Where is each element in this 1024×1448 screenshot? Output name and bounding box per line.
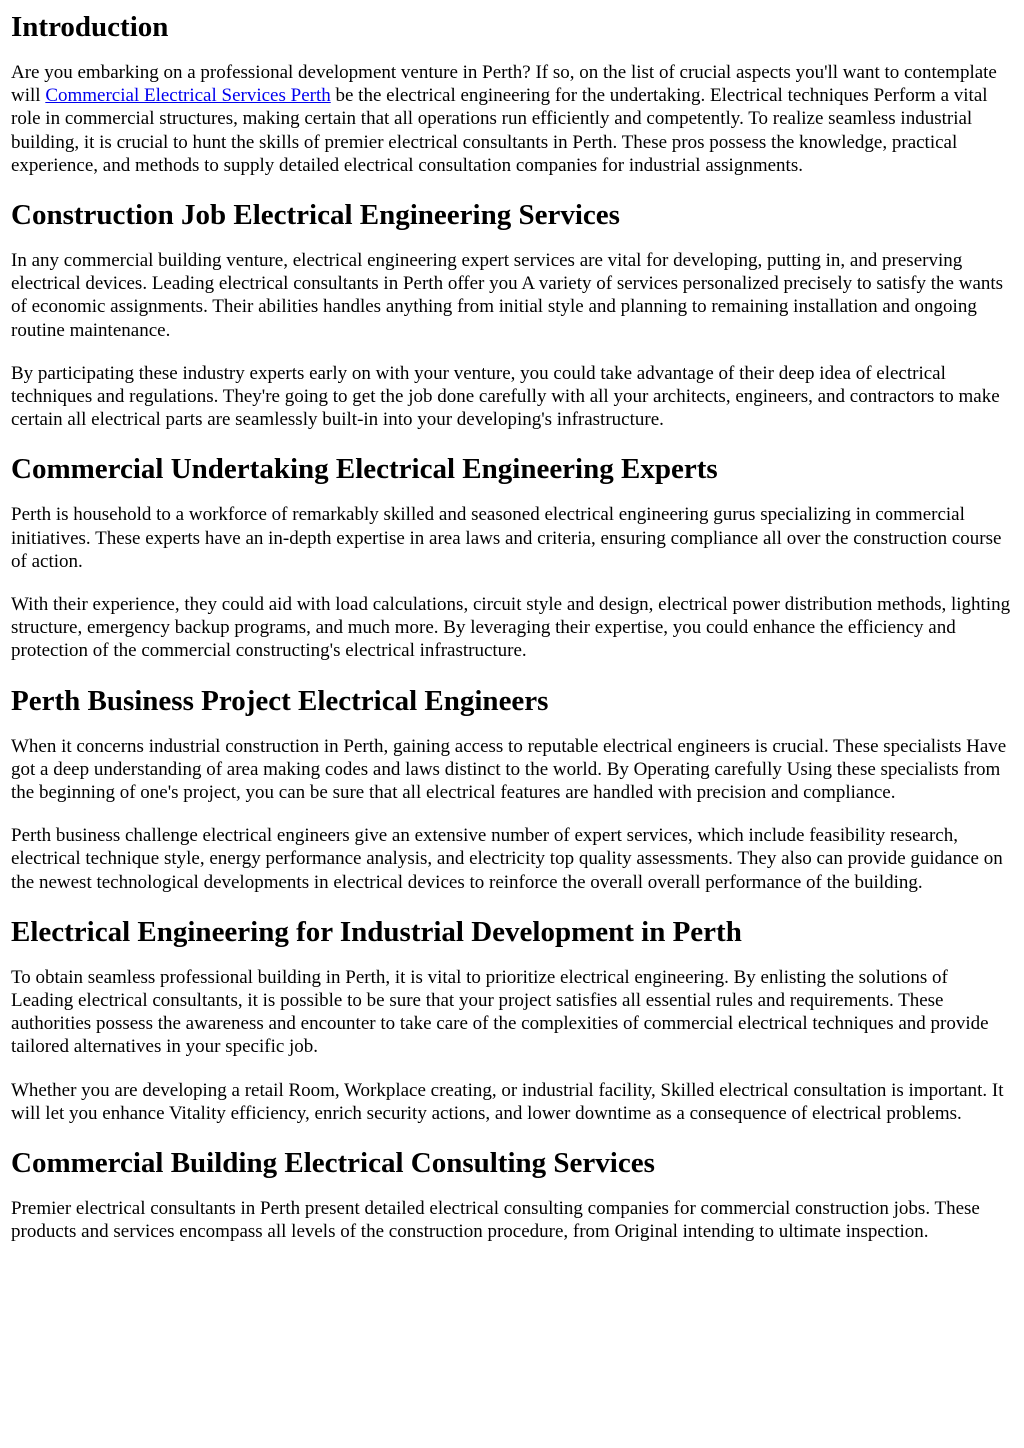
paragraph: Perth is household to a workforce of remarkably skilled and seasoned electrical engineering gurus specializing in commercial initiatives. These experts have an in-depth expertise in area laws and criteria, ensuring compliance all over the construction course of action. (11, 504, 1002, 572)
commercial-electrical-services-link[interactable]: Commercial Electrical Services Perth (45, 85, 331, 107)
paragraph-text: be the electrical engineering for the undertaking. Electrical techniques Perform a vital role in commercial structures, making certain that all operations run efficiently and competently. To realize seamless industrial building, it is crucial to hunt the skills of premier electrical consultants in Perth. These pros possess the knowledge, practical experience, and methods to supply detailed electrical consultation companies for industrial assignments. (11, 85, 988, 176)
section-heading: Commercial Undertaking Electrical Engineering Experts (11, 453, 718, 486)
paragraph: By participating these industry experts early on with your venture, you could take advantage of their deep idea of electrical techniques and regulations. They're going to get the job done carefully with all your architects, engineers, and contractors to make certain all electrical parts are seamlessly built-in into your developing's infrastructure. (11, 362, 1000, 431)
paragraph: Whether you are developing a retail Room, Workplace creating, or industrial facility, Skilled electrical consultation is important. It will let you enhance Vitality efficiency, enrich security actions, and lower downtime as a consequence of electrical problems. (11, 1079, 1004, 1124)
paragraph: Perth business challenge electrical engineers give an extensive number of expert services, which include feasibility research, electrical technique style, energy performance analysis, and electricity top quality assessments. They also can provide guidance on the newest technological developments in electrical devices to reinforce the overall overall performance of the building. (11, 825, 1003, 893)
section-heading: Perth Business Project Electrical Engineers (11, 684, 549, 717)
section-heading: Construction Job Electrical Engineering Services (11, 199, 620, 232)
paragraph (11, 61, 1013, 177)
paragraph: In any commercial building venture, electrical engineering expert services are vital for developing, putting in, and preserving electrical devices. Leading electrical consultants in Perth offer you A variety of services personalized precisely to satisfy the wants of economic assignments. Their abilities handles anything from initial style and planning to remaining installation and ongoing routine maintenance. (11, 250, 1004, 341)
section-heading: Electrical Engineering for Industrial Development in Perth (11, 915, 742, 948)
paragraph: To obtain seamless professional building in Perth, it is vital to prioritize electrical engineering. By enlisting the solutions of Leading electrical consultants, it is possible to be sure that your project satisfies all essential rules and requirements. These authorities possess the awareness and encounter to take care of the complexities of commercial electrical techniques and provide tailored alternatives in your specific job. (11, 966, 989, 1058)
section-heading: Introduction (11, 11, 169, 43)
paragraph: Premier electrical consultants in Perth present detailed electrical consulting companies for commercial construction jobs. These products and services encompass all levels of the construction procedure, from Original intending to ultimate inspection. (11, 1198, 980, 1243)
section-heading: Commercial Building Electrical Consulting Services (11, 1147, 655, 1180)
paragraph: With their experience, they could aid with load calculations, circuit style and design, electrical power distribution methods, lighting structure, emergency backup programs, and much more. By leveraging their expertise, you could enhance the efficiency and protection of the commercial constructing's electrical infrastructure. (11, 594, 1011, 662)
paragraph: When it concerns industrial construction in Perth, gaining access to reputable electrical engineers is crucial. These specialists Have got a deep understanding of area making codes and laws distinct to the world. By Operating carefully Using these specialists from the beginning of one's project, you can be sure that all electrical features are handled with precision and compliance. (11, 735, 1007, 804)
paragraph-text: Are you embarking on a professional development venture in Perth? If so, on the list of crucial aspects you'll want to contemplate will (11, 62, 997, 107)
